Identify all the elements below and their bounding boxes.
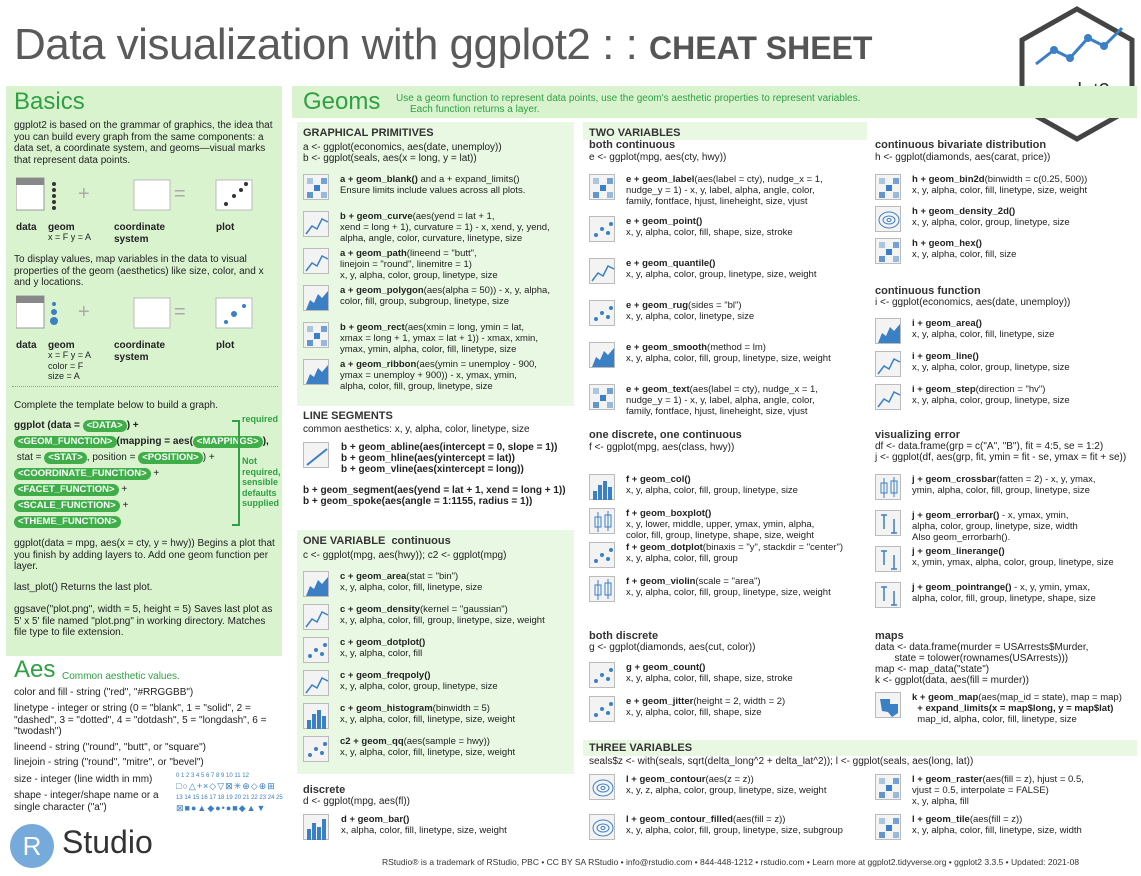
geom-density-text: c + geom_density(kernel = "gaussian") x, y, alpha, color, fill, group, linetype, size, weight [340, 604, 545, 626]
label-data-2: data [16, 340, 37, 351]
ggplot2-hex-logo [1018, 6, 1136, 142]
ov-cont: continuous [391, 535, 451, 547]
geom-line-icon [875, 351, 901, 377]
geom-col-text: f + geom_col() x, y, alpha, color, fill, group, linetype, size [626, 474, 798, 496]
tpl-ggplot: ggplot (data = [14, 420, 83, 431]
geom-dotplot-f-text: f + geom_dotplot(binaxis = "y", stackdir = "center") x, y, alpha, color, fill, group [626, 542, 844, 564]
bar-aes: x, alpha, color, fill, linetype, size, weight [341, 825, 507, 836]
basics-ggplot: ggplot(data = mpg, aes(x = cty, y = hwy)) Begins a plot that you finish by adding layers to. Add one geom function per layer. [14, 538, 275, 572]
bracket [232, 420, 240, 526]
geoms-desc-2: Each function returns a layer. [410, 104, 540, 115]
geom-errorbar-icon [875, 510, 901, 536]
svg-text:+: + [78, 183, 90, 205]
aes-shape: shape - integer/shape name or a single character ("a") [14, 790, 159, 813]
geom-step-text: i + geom_step(direction = "hv") x, y, alpha, color, group, linetype, size [912, 384, 1070, 406]
geom-curve-icon [303, 211, 329, 237]
geom-area-i-icon [875, 318, 901, 344]
pill-stat: <STAT> [44, 452, 87, 464]
geom-contour-text: l + geom_contour(aes(z = z)) x, y, z, alpha, color, group, linetype, size, weight [626, 774, 827, 796]
geom-density-2d-icon [875, 206, 901, 232]
geom-hex-text: h + geom_hex() x, y, alpha, color, fill, size [912, 238, 1017, 260]
geom-polygon-icon [303, 285, 329, 311]
geom-freqpoly-icon [303, 670, 329, 696]
required-label: required [242, 414, 279, 424]
svg-text:+: + [78, 301, 90, 323]
aes-size: size - integer (line width in mm) [14, 774, 153, 785]
geom-sub-1: x = F y = A [48, 232, 92, 242]
geom-tile-icon [875, 814, 901, 840]
shape-glyphs-1: □○△+×◇▽⊠✳⊕◇⊕⊞ [176, 781, 276, 791]
geom-ribbon-text: a + geom_ribbon(aes(ymin = unemploy - 900, ymax = unemploy + 900)) - x, ymax, ymin, alpha, color, fill, group, linetype, size [340, 359, 537, 392]
geom-bin2d-icon [875, 174, 901, 200]
geom-point-text: e + geom_point() x, y, alpha, color, fill, shape, size, stroke [626, 216, 793, 238]
geom-hex-icon [875, 238, 901, 264]
tpl-mapend: ), [262, 436, 269, 447]
pill-facet-function: <FACET_FUNCTION> [14, 484, 119, 496]
ov-discrete-title: discrete [303, 784, 346, 796]
divider [12, 386, 278, 387]
ls-segment: b + geom_segment(aes(yend = lat + 1, xend = long + 1)) [303, 485, 566, 496]
geom-ribbon-icon [303, 359, 329, 385]
ls-hline: b + geom_hline(aes(yintercept = lat)) [341, 453, 515, 464]
gp-title: GRAPHICAL PRIMITIVES [303, 127, 434, 139]
basics-intro: ggplot2 is based on the grammar of graphics, the idea that you can build every graph from the same components: a data set, a coordinate system, and geoms—visual marks that represent data points. [14, 120, 273, 166]
tpl-map: (mapping = aes( [116, 436, 193, 447]
geom-line-text: i + geom_line() x, y, alpha, color, group, linetype, size [912, 351, 1070, 373]
tpl-stat: stat = [16, 452, 45, 463]
geom-contour-icon [589, 774, 615, 800]
aes-title: Aes [14, 656, 56, 683]
cbd-code: h <- ggplot(diamonds, aes(carat, price)) [875, 152, 1051, 163]
basics-intro-2: To display values, map variables in the data to visual properties of the geom (aesthetics) like size, color, and x and y locations. [14, 254, 264, 288]
geom-pointrange-text: j + geom_pointrange() - x, y, ymin, ymax, alpha, color, fill, group, linetype, shape, size [912, 582, 1096, 604]
geom-jitter-icon [589, 696, 615, 722]
aes-linetype: linetype - integer or string (0 = "blank", 1 = "solid", 2 = "dashed", 3 = "dotted", 4 = "dotdash", 5 = "longdash", 6 = "twodash") [14, 703, 267, 737]
geom-dotplot-icon [303, 637, 329, 663]
ve-code-1: df <- data.frame(grp = c("A", "B"), fit = 4:5, se = 1:2) [875, 441, 1104, 452]
aesthetics-diagram [16, 294, 266, 340]
geom-blank-text: a + geom_blank() and a + expand_limits() Ensure limits include values across all plots. [340, 174, 526, 196]
label-coord: coordinate system [114, 222, 166, 245]
maps-code-3: map <- map_data("state") [875, 664, 990, 675]
geom-qq-icon [303, 736, 329, 762]
footer-text: RStudio® is a trademark of RStudio, PBC • CC BY SA RStudio • info@rstudio.com • 844-448-1212 • rstudio.com • Learn more at ggplot2.tidyverse.org • ggplot2 3.3.5 • Updated: 2021-08 [382, 857, 1080, 867]
geom-text-text: e + geom_text(aes(label = cty), nudge_x = 1, nudge_y = 1) - x, y, label, alpha, angle, color, family, fontface, hjust, lineheight, size, vjust [626, 384, 818, 417]
geom-violin-icon [589, 576, 615, 602]
geom-boxplot-text: f + geom_boxplot() x, y, lower, middle, upper, ymax, ymin, alpha, color, fill, group, linetype, shape, size, weight [626, 508, 815, 541]
ve-title: visualizing error [875, 429, 960, 441]
maps-code-1: data <- data.frame(murder = USArrests$Murder, [875, 642, 1089, 653]
geom-contour-filled-icon [589, 814, 615, 840]
tv-title: TWO VARIABLES [589, 127, 681, 139]
tv-bc-code: e <- ggplot(mpg, aes(cty, hwy)) [589, 152, 727, 163]
geoms-title: Geoms [303, 88, 381, 115]
pill-data: <DATA> [83, 420, 127, 432]
geom-density-2d-text: h + geom_density_2d() x, y, alpha, color, group, linetype, size [912, 206, 1070, 228]
geom-histogram-text: c + geom_histogram(binwidth = 5) x, y, alpha, color, fill, linetype, size, weight [340, 703, 516, 725]
shape-numbers-1: 0 1 2 3 4 5 6 7 8 9 10 11 12 [176, 773, 249, 779]
geom-label-text: e + geom_label(aes(label = cty), nudge_x = 1, nudge_y = 1) - x, y, label, alpha, angle, color, family, fontface, hjust, lineheight, size, vjust [626, 174, 823, 207]
geom-curve-text: b + geom_curve(aes(yend = lat + 1, xend = long + 1), curvature = 1) - x, xend, y, yend, alpha, angle, color, curvature, linetype, size [340, 211, 550, 244]
geom-text-icon [589, 384, 615, 410]
geom-quantile-icon [589, 258, 615, 284]
aes-subtitle: Common aesthetic values. [62, 671, 180, 682]
geom-polygon-text: a + geom_polygon(aes(alpha = 50)) - x, y, alpha, color, fill, group, subgroup, linetype, size [340, 285, 550, 307]
cbd-title: continuous bivariate distribution [875, 139, 1047, 151]
geom-step-icon [875, 384, 901, 410]
tpl-plus: + [153, 468, 160, 479]
basics-last-plot: last_plot() Returns the last plot. [14, 582, 153, 593]
three-code: seals$z <- with(seals, sqrt(delta_long^2 + delta_lat^2)); l <- ggplot(seals, aes(long, lat)) [589, 756, 974, 767]
maps-code-2: state = tolower(rownames(USArrests))) [875, 653, 1069, 664]
three-title: THREE VARIABLES [589, 742, 693, 754]
tpl-pos: , position = [86, 452, 139, 463]
geom-area-icon [303, 571, 329, 597]
geom-path-text: a + geom_path(lineend = "butt", linejoin = "round", linemitre = 1) x, y, alpha, color, group, linetype, size [340, 248, 498, 281]
ve-code-2: j <- ggplot(df, aes(grp, fit, ymin = fit - se, ymax = fit + se)) [875, 452, 1127, 463]
geoms-desc-1: Use a geom function to represent data points, use the geom's aesthetic properties to represent variables. [396, 93, 861, 104]
maps-code-4: k <- ggplot(data, aes(fill = murder)) [875, 675, 1029, 686]
geom-path-icon [303, 248, 329, 274]
tv-bd-code: g <- ggplot(diamonds, aes(cut, color)) [589, 642, 756, 653]
geom-violin-text: f + geom_violin(scale = "area") x, y, alpha, color, fill, group, linetype, size, weight [626, 576, 831, 598]
bar-icon [303, 814, 329, 840]
cf-title: continuous function [875, 285, 981, 297]
cf-code: i <- ggplot(economics, aes(date, unemploy)) [875, 297, 1071, 308]
aes-linejoin: linejoin - string ("round", "mitre", or "bevel") [14, 757, 204, 768]
geom-crossbar-text: j + geom_crossbar(fatten = 2) - x, y, ymax, ymin, alpha, color, fill, group, linetype, size [912, 474, 1096, 496]
map-icon [875, 692, 901, 718]
ov-code: c <- ggplot(mpg, aes(hwy)); c2 <- ggplot(mpg) [303, 550, 507, 561]
basics-title: Basics [14, 88, 85, 115]
shape-numbers-2: 13 14 15 16 17 18 19 20 21 22 23 24 25 [176, 795, 283, 801]
ls-spoke: b + geom_spoke(aes(angle = 1:1155, radius = 1)) [303, 496, 533, 507]
geom-label-icon [589, 174, 615, 200]
geom-count-icon [589, 662, 615, 688]
pill-scale-function: <SCALE_FUNCTION> [14, 500, 120, 512]
geom-point-icon [589, 216, 615, 242]
label-plot: plot [216, 222, 235, 233]
geom-bin2d-text: h + geom_bin2d(binwidth = c(0.25, 500)) x, y, alpha, color, fill, linetype, size, weight [912, 174, 1088, 196]
ov-title [303, 535, 451, 547]
geom-area-text: c + geom_area(stat = "bin") x, y, alpha, color, fill, linetype, size [340, 571, 483, 593]
geom-histogram-icon [303, 703, 329, 729]
geom-jitter-text: e + geom_jitter(height = 2, width = 2) x, y, alpha, color, fill, shape, size [626, 696, 786, 718]
geom-smooth-text: e + geom_smooth(method = lm) x, y, alpha, color, fill, group, linetype, size, weight [626, 342, 831, 364]
geom-linerange-icon [875, 546, 901, 572]
geom-rug-text: e + geom_rug(sides = "bl") x, y, alpha, color, linetype, size [626, 300, 755, 322]
geom-pointrange-icon [875, 582, 901, 608]
geom-dotplot-text: c + geom_dotplot() x, y, alpha, color, fill [340, 637, 426, 659]
aes-color: color and fill - string ("red", "#RRGGBB") [14, 687, 194, 698]
tv-odoc-code: f <- ggplot(mpg, aes(class, hwy)) [589, 442, 735, 453]
rstudio-logo-icon: R [10, 824, 54, 868]
label-geom-2: geom [48, 340, 75, 351]
basics-ggsave: ggsave("plot.png", width = 5, height = 5) Saves last plot as 5' x 5' file named "plot.png" in working directory. Matches file type to file extension. [14, 604, 273, 638]
map-fn: k + geom_map [912, 692, 979, 703]
geom-rect-text: b + geom_rect(aes(xmin = long, ymin = lat, xmax = long + 1, ymax = lat + 1)) - xmax, xmin, ymax, ymin, alpha, color, fill, linetype, size [340, 322, 538, 355]
geom-smooth-icon [589, 342, 615, 368]
label-coord-2: coordinate system [114, 340, 166, 363]
geom-tile-text: l + geom_tile(aes(fill = z)) x, y, alpha, color, fill, linetype, size, width [912, 814, 1082, 836]
geom-blank-icon [303, 174, 329, 200]
geom-errorbar-text: j + geom_errorbar() - x, ymax, ymin, alpha, color, group, linetype, size, width Also geom_errorbarh(). [912, 510, 1078, 543]
label-data: data [16, 222, 37, 233]
geom-boxplot-icon [589, 508, 615, 534]
geom-qq-text: c2 + geom_qq(aes(sample = hwy)) x, y, alpha, color, fill, linetype, size, weight [340, 736, 516, 758]
pill-geom-function: <GEOM_FUNCTION> [14, 436, 117, 448]
ls-vline: b + geom_vline(aes(xintercept = long)) [341, 464, 524, 475]
geom-crossbar-icon [875, 474, 901, 500]
ov-title-text: ONE VARIABLE [303, 535, 386, 547]
gp-code-1: a <- ggplot(economics, aes(date, unemploy)) [303, 142, 502, 153]
tpl-plus: + [122, 500, 129, 511]
label-geom: geom [48, 222, 75, 233]
geom-quantile-text: e + geom_quantile() x, y, alpha, color, group, linetype, size, weight [626, 258, 817, 280]
pill-theme-function: <THEME_FUNCTION> [14, 516, 121, 528]
geom-density-icon [303, 604, 329, 630]
not-required-label: Not required, sensible defaults supplied [242, 456, 281, 508]
geom-col-icon [589, 474, 615, 500]
tv-both-continuous: both continuous [589, 139, 676, 151]
geom-area-i-text: i + geom_area() x, y, alpha, color, fill, linetype, size [912, 318, 1055, 340]
map-aes: map_id, alpha, color, fill, linetype, size [917, 714, 1077, 725]
geom-raster-icon [875, 774, 901, 800]
maps-title: maps [875, 630, 904, 642]
tpl-posend: ) + [202, 452, 215, 463]
svg-text:=: = [174, 183, 186, 205]
pill-position: <POSITION> [138, 452, 203, 464]
label-plot-2: plot [216, 340, 235, 351]
geom-contour-filled-text: l + geom_contour_filled(aes(fill = z)) x, y, alpha, color, fill, group, linetype, size, subgroup [626, 814, 843, 836]
ov-bar [341, 814, 507, 836]
gp-code-2: b <- ggplot(seals, aes(x = long, y = lat)) [303, 153, 477, 164]
geom-linerange-text: j + geom_linerange() x, ymin, ymax, alpha, color, group, linetype, size [912, 546, 1114, 568]
geom-raster-text: l + geom_raster(aes(fill = z), hjust = 0.5, vjust = 0.5, interpolate = FALSE) x, y, alpha, fill [912, 774, 1084, 807]
shape-glyphs-2: ⊠■●▲◆●•●■◆▲▼ [176, 803, 267, 813]
tv-bd-title: both discrete [589, 630, 659, 642]
rstudio-wordmark: Studio [62, 824, 153, 860]
ov-discrete-code: d <- ggplot(mpg, aes(fl)) [303, 796, 410, 807]
template-intro: Complete the template below to build a graph. [14, 400, 219, 411]
aes-lineend: lineend - string ("round", "butt", or "square") [14, 742, 206, 753]
pill-coordinate-function: <COORDINATE_FUNCTION> [14, 468, 151, 480]
tpl-plus: + [121, 484, 128, 495]
svg-text:=: = [174, 301, 186, 323]
ls-abline: b + geom_abline(aes(intercept = 0, slope = 1)) [341, 442, 558, 453]
tpl-l1b: ) + [126, 420, 139, 431]
ls-sub: common aesthetics: x, y, alpha, color, linetype, size [303, 424, 530, 435]
geom-count-text: g + geom_count() x, y, alpha, color, fill, shape, size, stroke [626, 662, 793, 684]
page-title: Data visualization with ggplot2 : : CHEAT SHEET [14, 20, 873, 69]
abline-icon [303, 442, 329, 468]
bar-fn: d + geom_bar() [341, 814, 410, 825]
map-args: (aes(map_id = state), map = map) [978, 692, 1122, 703]
map-expand: + expand_limits(x = map$long, y = map$lat) [917, 703, 1114, 714]
geom-sub-2: x = F y = A color = F size = A [48, 350, 91, 381]
pill-mappings: <MAPPINGS> [193, 436, 263, 448]
maps-item [912, 692, 1122, 725]
geom-rect-icon [303, 322, 329, 348]
geom-freqpoly-text: c + geom_freqpoly() x, y, alpha, color, group, linetype, size [340, 670, 498, 692]
geom-dotplot-f-icon [589, 542, 615, 568]
tv-odoc-title: one discrete, one continuous [589, 429, 742, 441]
geom-rug-icon [589, 300, 615, 326]
ls-title: LINE SEGMENTS [303, 410, 393, 422]
